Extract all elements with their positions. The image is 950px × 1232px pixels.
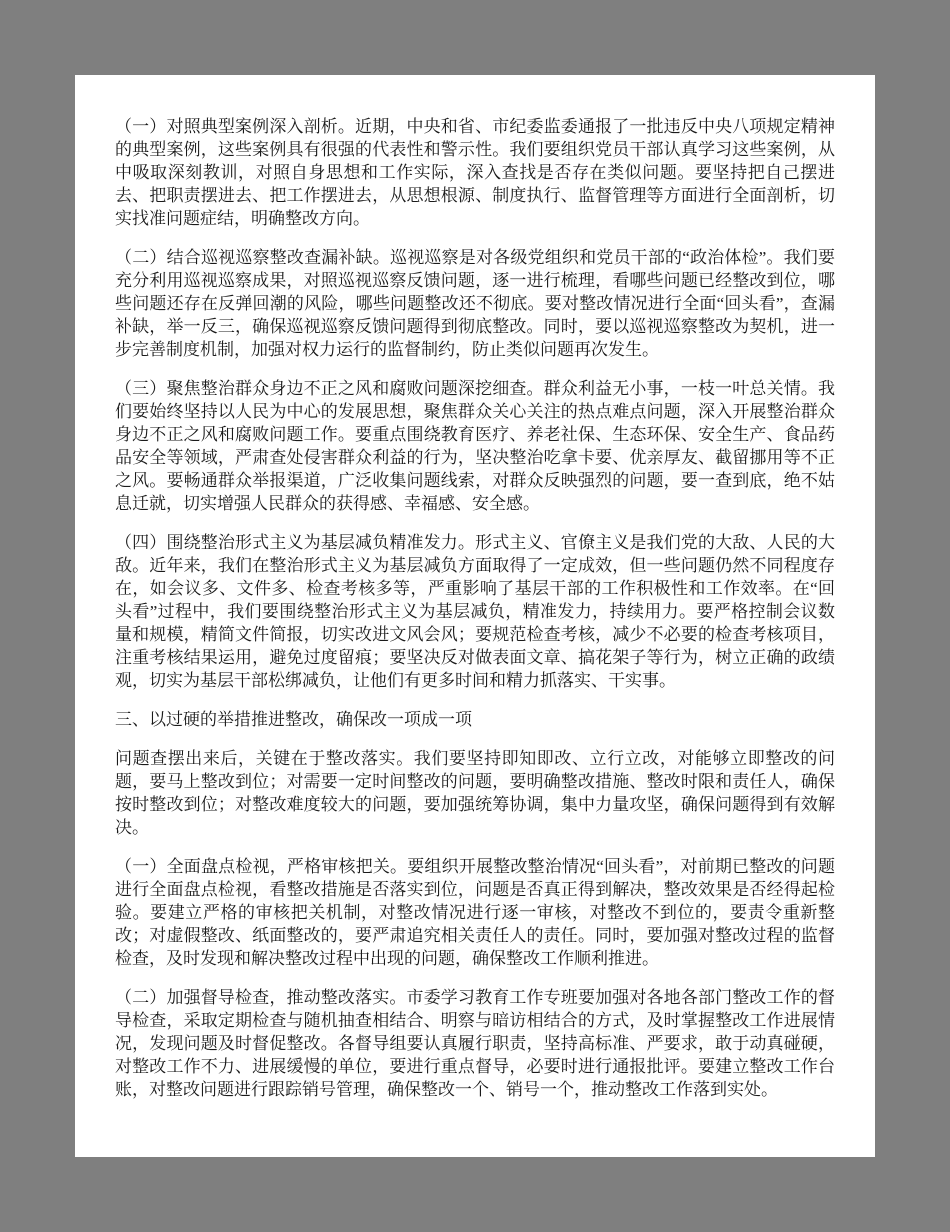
document-page	[75, 75, 875, 1157]
paragraph: （二）结合巡视巡察整改查漏补缺。巡视巡察是对各级党组织和党员干部的“政治体检”。我们要充分利用巡视巡察成果，对照巡视巡察反馈问题，逐一进行梳理，看哪些问题已经整改到位，哪些问题还存在反弹回潮的风险，哪些问题整改还不彻底。要对整改情况进行全面“回头看”，查漏补缺，举一反三，确保巡视巡察反馈问题得到彻底整改。同时，要以巡视巡察整改为契机，进一步完善制度机制，加强对权力运行的监督制约，防止类似问题再次发生。	[115, 248, 835, 359]
paragraph: 问题查摆出来后，关键在于整改落实。我们要坚持即知即改、立行立改，对能够立即整改的问题，要马上整改到位；对需要一定时间整改的问题，要明确整改措施、整改时限和责任人，确保按时整改到位；对整改难度较大的问题，要加强统筹协调，集中力量攻坚，确保问题得到有效解决。	[115, 749, 835, 837]
section-heading: 三、以过硬的举措推进整改，确保改一项成一项	[115, 710, 472, 729]
paragraph: （三）聚焦整治群众身边不正之风和腐败问题深挖细查。群众利益无小事，一枝一叶总关情。我们要始终坚持以人民为中心的发展思想，聚焦群众关心关注的热点难点问题，深入开展整治群众身边不正之风和腐败问题工作。要重点围绕教育医疗、养老社保、生态环保、安全生产、食品药品安全等领域，严肃查处侵害群众利益的行为，坚决整治吃拿卡要、优亲厚友、截留挪用等不正之风。要畅通群众举报渠道，广泛收集问题线索，对群众反映强烈的问题，要一查到底，绝不姑息迁就，切实增强人民群众的获得感、幸福感、安全感。	[115, 379, 835, 513]
document-body	[115, 115, 835, 1101]
paragraph: （四）围绕整治形式主义为基层减负精准发力。形式主义、官僚主义是我们党的大敌、人民的大敌。近年来，我们在整治形式主义为基层减负方面取得了一定成效，但一些问题仍然不同程度存在，如会议多、文件多、检查考核多等，严重影响了基层干部的工作积极性和工作效率。在“回头看”过程中，我们要围绕整治形式主义为基层减负，精准发力，持续用力。要严格控制会议数量和规模，精简文件简报，切实改进文风会风；要规范检查考核，减少不必要的检查考核项目，注重考核结果运用，避免过度留痕；要坚决反对做表面文章、搞花架子等行为，树立正确的政绩观，切实为基层干部松绑减负，让他们有更多时间和精力抓落实、干实事。	[115, 533, 835, 690]
paragraph: （一）对照典型案例深入剖析。近期，中央和省、市纪委监委通报了一批违反中央八项规定精神的典型案例，这些案例具有很强的代表性和警示性。我们要组织党员干部认真学习这些案例，从中吸取深刻教训，对照自身思想和工作实际，深入查找是否存在类似问题。要坚持把自己摆进去、把职责摆进去、把工作摆进去，从思想根源、制度执行、监督管理等方面进行全面剖析，切实找准问题症结，明确整改方向。	[115, 117, 835, 228]
paragraph: （二）加强督导检查，推动整改落实。市委学习教育工作专班要加强对各地各部门整改工作的督导检查，采取定期检查与随机抽查相结合、明察与暗访相结合的方式，及时掌握整改工作进展情况，发现问题及时督促整改。各督导组要认真履行职责，坚持高标准、严要求，敢于动真碰硬，对整改工作不力、进展缓慢的单位，要进行重点督导，必要时进行通报批评。要建立整改工作台账，对整改问题进行跟踪销号管理，确保整改一个、销号一个，推动整改工作落到实处。	[115, 988, 835, 1099]
paragraph: （一）全面盘点检视，严格审核把关。要组织开展整改整治情况“回头看”，对前期已整改的问题进行全面盘点检视，看整改措施是否落实到位，问题是否真正得到解决，整改效果是否经得起检验。要建立严格的审核把关机制，对整改情况进行逐一审核，对整改不到位的，要责令重新整改；对虚假整改、纸面整改的，要严肃追究相关责任人的责任。同时，要加强对整改过程的监督检查，及时发现和解决整改过程中出现的问题，确保整改工作顺利推进。	[115, 857, 835, 968]
